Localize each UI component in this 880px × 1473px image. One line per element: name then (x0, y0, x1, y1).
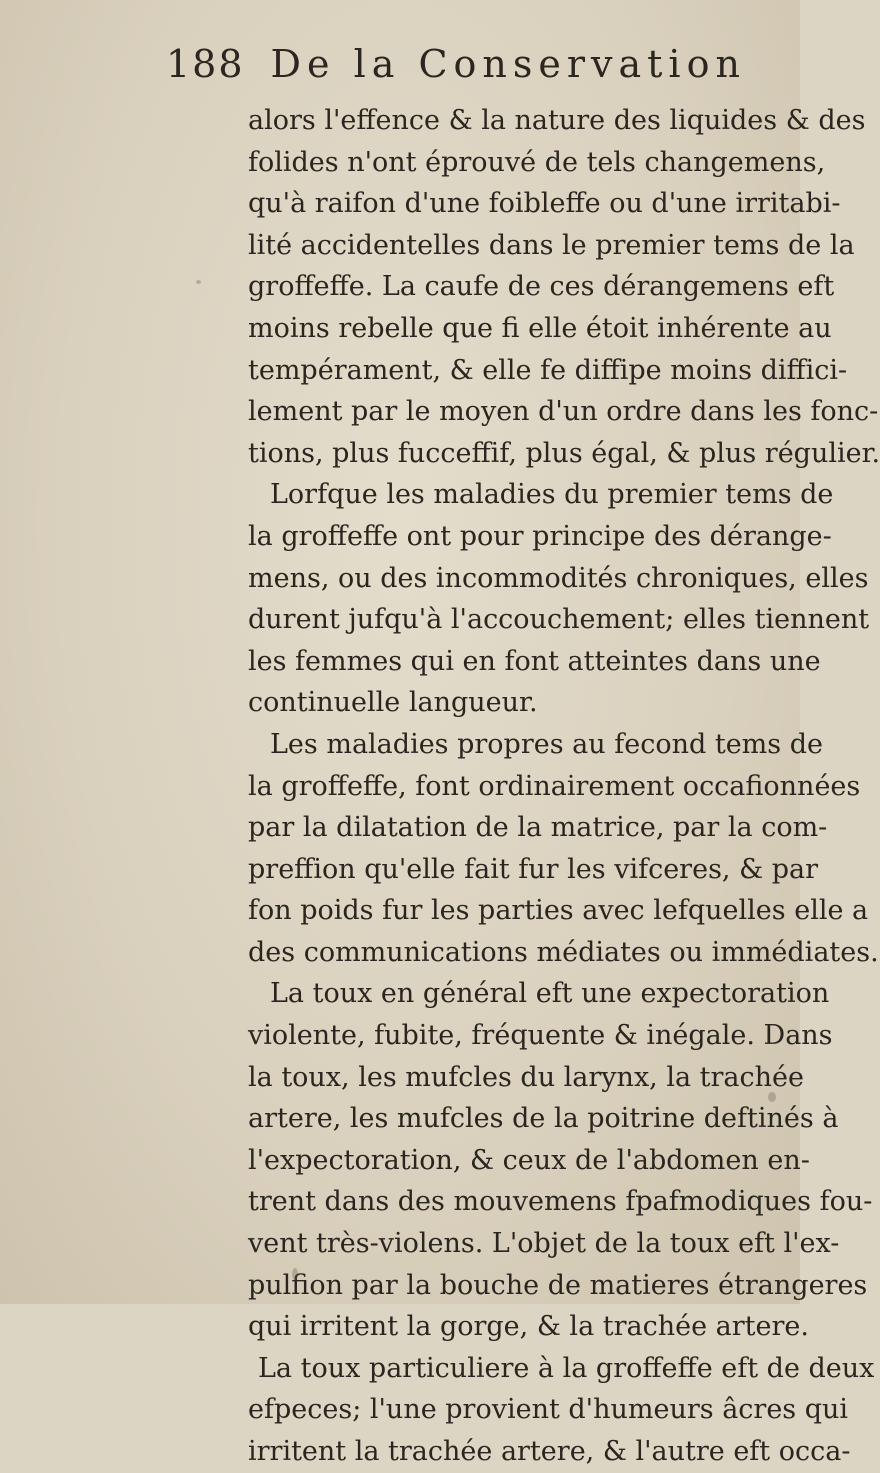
text-line: tempérament, & elle fe diffipe moins diffici- (248, 354, 848, 386)
text-line: des communications médiates ou immédiates. (248, 936, 879, 968)
text-line: les femmes qui en font atteintes dans une (248, 645, 821, 677)
text-line: trent dans des mouvemens fpafmodiques fou- (248, 1186, 873, 1218)
text-line: fon poids fur les parties avec lefquelles elle a (248, 895, 869, 927)
page-number: 188 (166, 42, 245, 86)
text-line: alors l'effence & la nature des liquides & des (248, 105, 866, 136)
text-line: l'expectoration, & ceux de l'abdomen en- (248, 1144, 810, 1176)
text-line: durent jufqu'à l'accouchement; elles tiennent (248, 604, 870, 636)
text-line: continuelle langueur. (248, 687, 538, 719)
running-head (166, 42, 746, 86)
text-line: lement par le moyen d'un ordre dans les fonc- (248, 396, 879, 428)
text-line: artere, les mufcles de la poitrine deftinés à (248, 1103, 839, 1135)
text-line: qui irritent la gorge, & la trachée artere. (248, 1311, 809, 1343)
text-line: moins rebelle que fi elle étoit inhérente au (248, 312, 832, 344)
text-line: vent très-violens. L'objet de la toux eft l'ex- (248, 1228, 840, 1260)
text-line: La toux en général eft une expectoration (270, 978, 830, 1010)
running-title: De la Conservation (270, 42, 746, 86)
text-line: tions, plus fucceffif, plus égal, & plus régulier. (248, 437, 880, 469)
text-line: irritent la trachée artere, & l'autre eft occa- (248, 1436, 851, 1467)
text-line: preffion qu'elle fait fur les vifceres, & par (248, 853, 818, 885)
text-line: La toux particuliere à la groffeffe eft de deux (258, 1352, 875, 1384)
text-line: Lorfque les maladies du premier tems de (270, 479, 834, 511)
text-line: la toux, les mufcles du larynx, la trachée (248, 1061, 804, 1093)
text-line: pulfion par la bouche de matieres étrangeres (248, 1269, 868, 1301)
text-line: lité accidentelles dans le premier tems de la (248, 229, 855, 261)
text-line: par la dilatation de la matrice, par la com- (248, 812, 828, 844)
paper-speck (768, 1092, 776, 1102)
body-text (248, 100, 880, 1473)
text-line: efpeces; l'une provient d'humeurs âcres qui (248, 1394, 849, 1426)
text-line: violente, fubite, fréquente & inégale. Dans (248, 1020, 833, 1052)
text-line: groffeffe. La caufe de ces dérangemens eft (248, 271, 835, 303)
text-line: folides n'ont éprouvé de tels changemens, (248, 146, 826, 178)
text-line: la groffeffe, font ordinairement occafionnées (248, 770, 861, 802)
paper-speck (292, 1268, 298, 1280)
text-line: qu'à raifon d'une foibleffe ou d'une irritabi- (248, 188, 841, 220)
text-line: Les maladies propres au fecond tems de (270, 728, 823, 760)
text-line: la groffeffe ont pour principe des dérange- (248, 520, 832, 552)
paper-speck (196, 280, 201, 284)
text-line: mens, ou des incommodités chroniques, elles (248, 562, 869, 594)
